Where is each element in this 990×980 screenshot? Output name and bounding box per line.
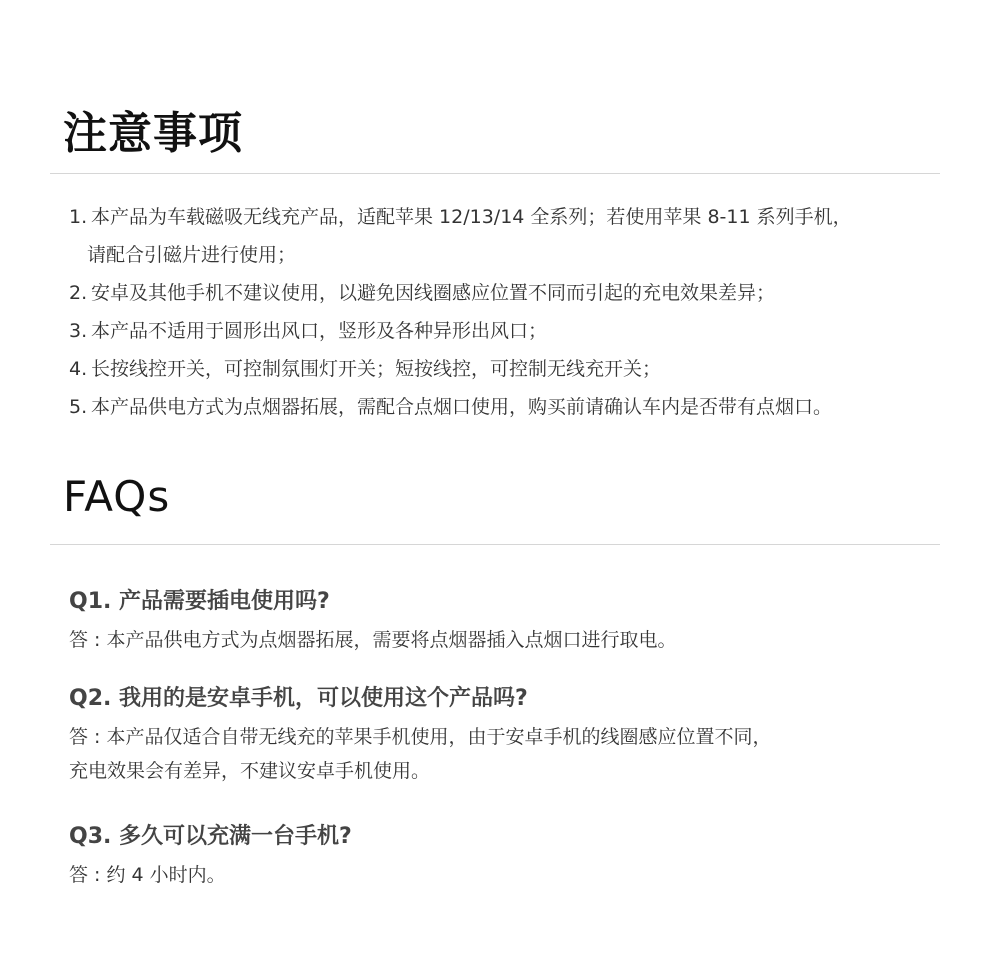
faq-divider: [50, 544, 940, 545]
notes-divider: [50, 173, 940, 174]
faq-answer: 答 : 本产品供电方式为点烟器拓展，需要将点烟器插入点烟口进行取电。: [69, 629, 677, 651]
faq-item-2: [69, 682, 949, 788]
faq-item-3: [69, 820, 949, 892]
note-text: 安卓及其他手机不建议使用，以避免因线圈感应位置不同而引起的充电效果差异；: [91, 282, 776, 304]
faq-answer-line: 答 : 本产品仅适合自带无线充的苹果手机使用，由于安卓手机的线圈感应位置不同，: [69, 726, 772, 748]
note-item-5: [69, 388, 939, 426]
note-number: 5.: [69, 396, 88, 418]
faq-title: FAQs: [63, 472, 171, 521]
note-text: 本产品不适用于圆形出风口，竖形及各种异形出风口；: [91, 320, 548, 342]
note-text: 本产品供电方式为点烟器拓展，需配合点烟口使用，购买前请确认车内是否带有点烟口。: [91, 396, 833, 418]
note-number: 4.: [69, 358, 88, 380]
note-item-2: [69, 274, 939, 312]
faq-answer: 答 : 约 4 小时内。: [69, 864, 226, 886]
faq-item-1: [69, 585, 949, 657]
note-number: 1.: [69, 206, 88, 228]
note-item-1: [69, 198, 939, 274]
note-item-4: [69, 350, 939, 388]
note-number: 2.: [69, 282, 88, 304]
note-item-3: [69, 312, 939, 350]
note-number: 3.: [69, 320, 88, 342]
notes-title: 注意事项: [63, 108, 243, 159]
faq-answer-line: 充电效果会有差异，不建议安卓手机使用。: [69, 760, 431, 782]
note-text: 长按线控开关，可控制氛围灯开关；短按线控，可控制无线充开关；: [91, 358, 662, 380]
faq-answer: [69, 720, 949, 788]
faq-question: Q2. 我用的是安卓手机，可以使用这个产品吗?: [69, 686, 528, 711]
note-text-continued: 请配合引磁片进行使用；: [87, 244, 297, 266]
notes-list: [69, 198, 939, 426]
faq-question: Q1. 产品需要插电使用吗?: [69, 589, 330, 614]
note-text: 本产品为车载磁吸无线充产品，适配苹果 12/13/14 全系列；若使用苹果 8-11 系列手机，: [91, 206, 852, 228]
faq-question: Q3. 多久可以充满一台手机?: [69, 824, 352, 849]
